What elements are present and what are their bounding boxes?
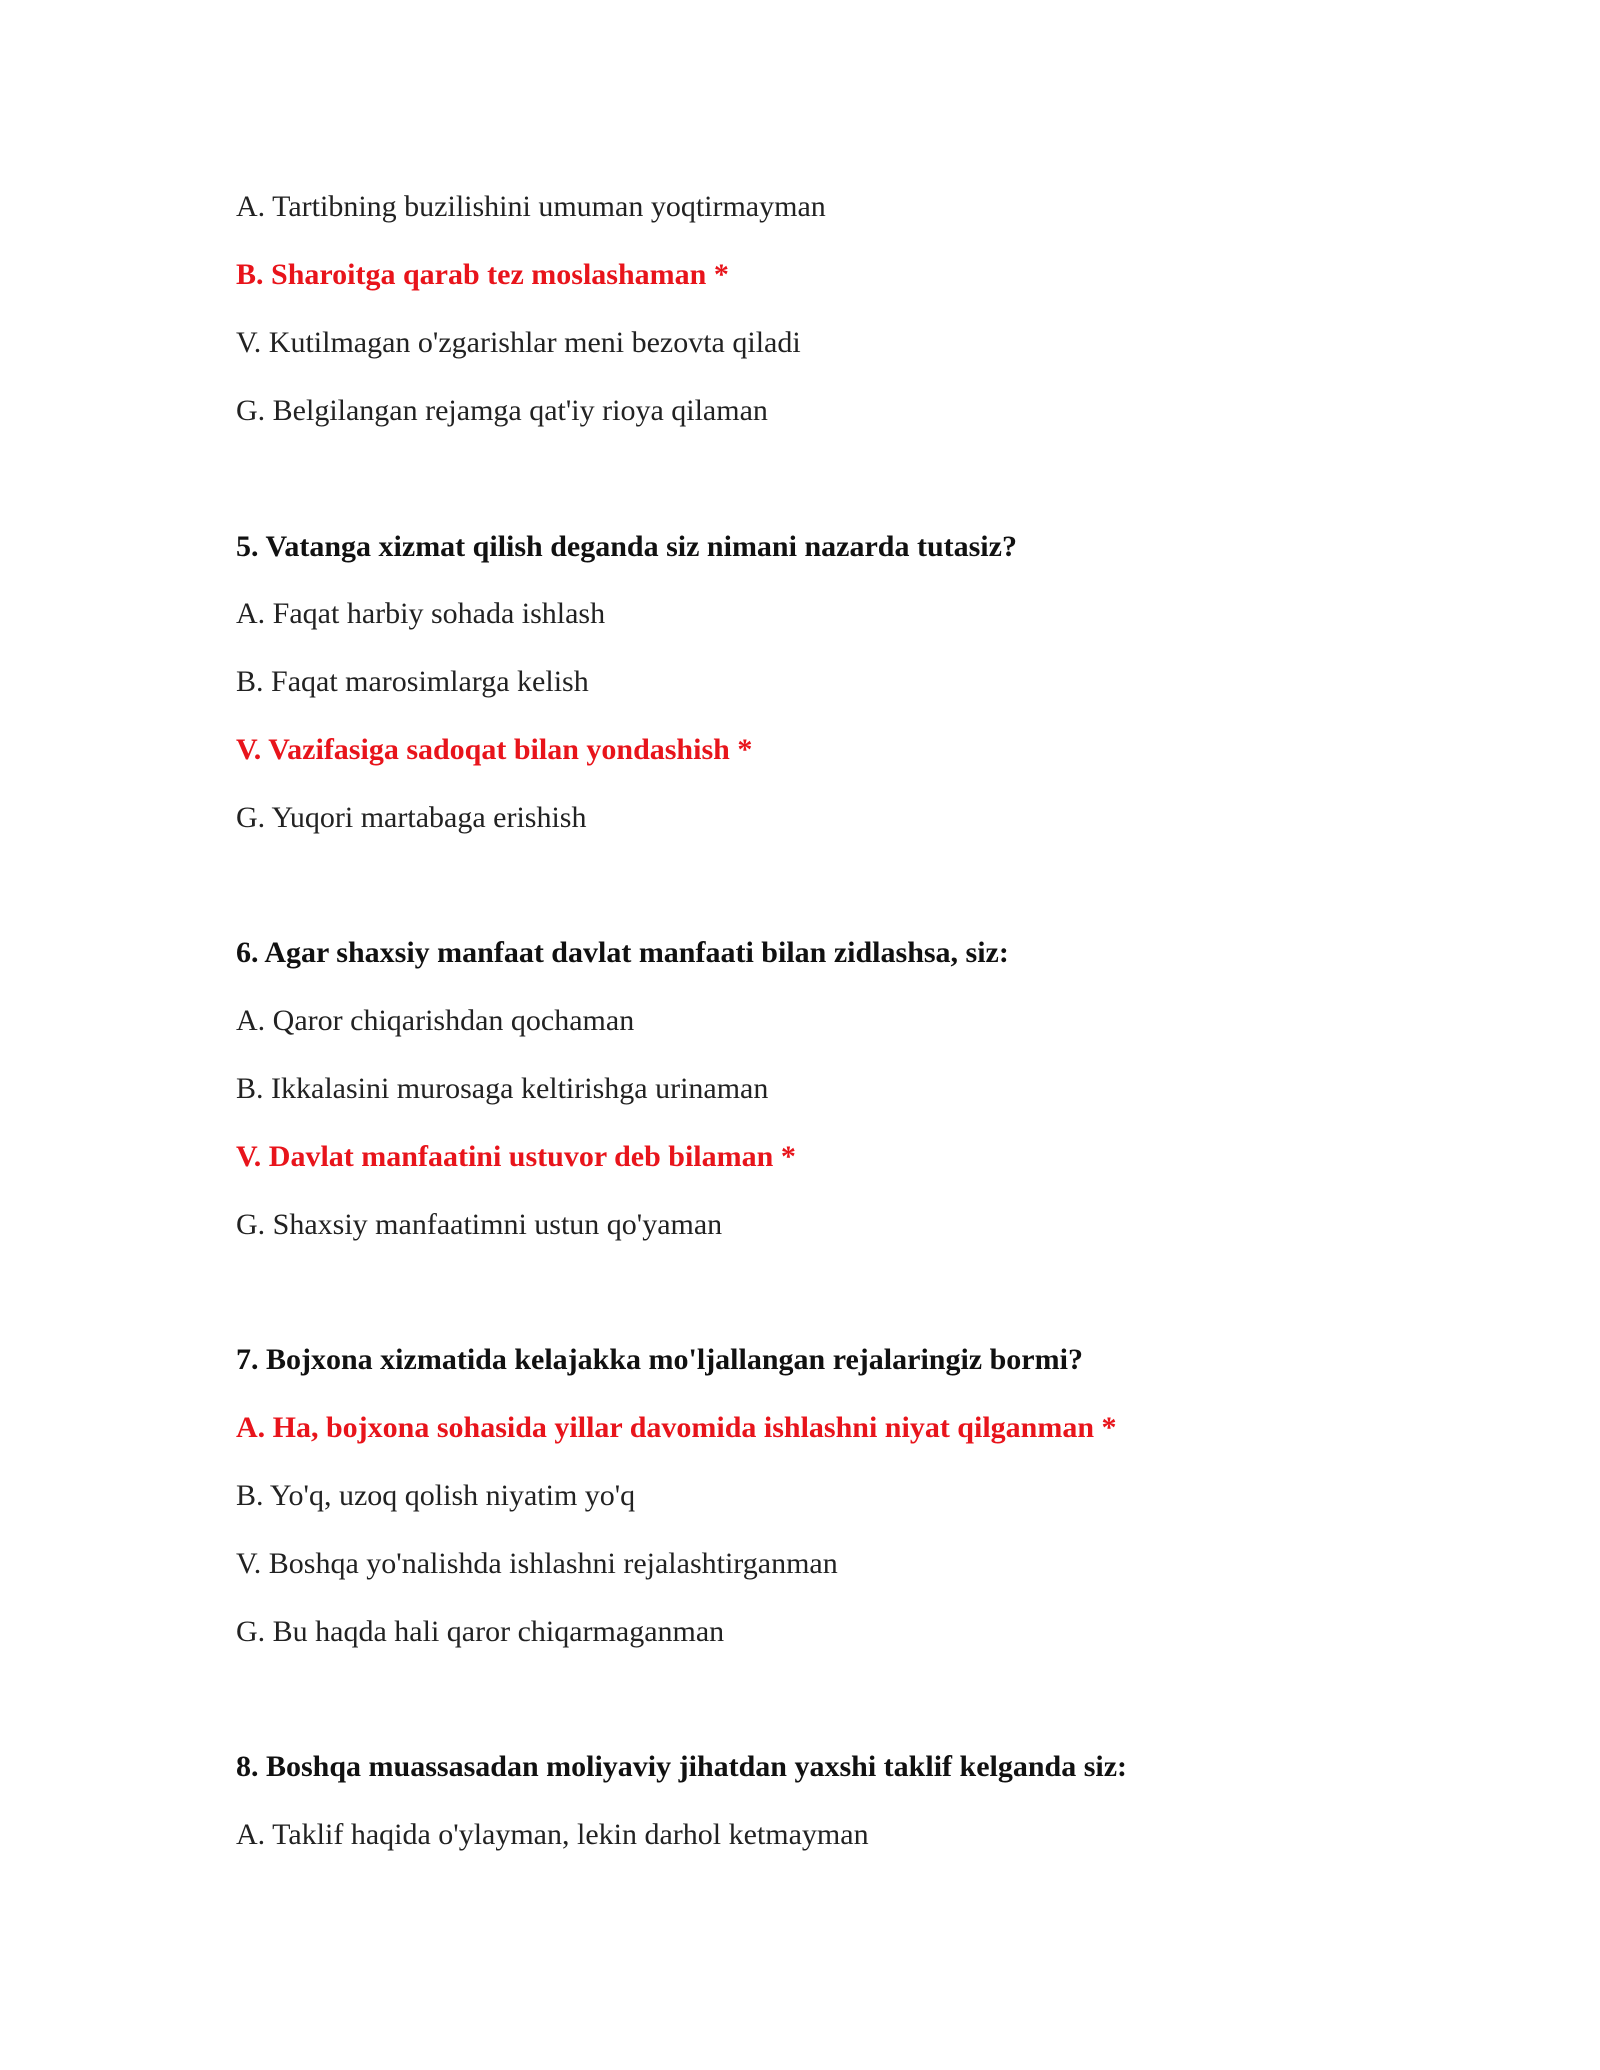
- q6-option-a: A. Qaror chiqarishdan qochaman: [236, 1004, 635, 1037]
- q4-option-b-correct: B. Sharoitga qarab tez moslashaman *: [236, 258, 729, 291]
- q8-option-a: A. Taklif haqida o'ylayman, lekin darhol ketmayman: [236, 1818, 869, 1851]
- q5-option-a: A. Faqat harbiy sohada ishlash: [236, 597, 606, 630]
- q5-option-g: G. Yuqori martabaga erishish: [236, 801, 587, 834]
- q7-question: 7. Bojxona xizmatida kelajakka mo'ljallangan rejalaringiz bormi?: [236, 1343, 1083, 1376]
- q6-option-v-correct: V. Davlat manfaatini ustuvor deb bilaman *: [236, 1140, 796, 1173]
- q7-option-a-correct: A. Ha, bojxona sohasida yillar davomida ishlashni niyat qilganman *: [236, 1411, 1117, 1444]
- q7-option-v: V. Boshqa yo'nalishda ishlashni rejalashtirganman: [236, 1547, 838, 1580]
- q5-option-v-correct: V. Vazifasiga sadoqat bilan yondashish *: [236, 733, 753, 766]
- q5-question: 5. Vatanga xizmat qilish deganda siz nimani nazarda tutasiz?: [236, 530, 1017, 563]
- q6-option-b: B. Ikkalasini murosaga keltirishga urinaman: [236, 1072, 769, 1105]
- q4-option-a: A. Tartibning buzilishini umuman yoqtirmayman: [236, 190, 826, 223]
- q7-option-g: G. Bu haqda hali qaror chiqarmaganman: [236, 1615, 725, 1648]
- q4-option-v: V. Kutilmagan o'zgarishlar meni bezovta qiladi: [236, 326, 801, 359]
- q4-option-g: G. Belgilangan rejamga qat'iy rioya qilaman: [236, 394, 768, 427]
- q7-option-b: B. Yo'q, uzoq qolish niyatim yo'q: [236, 1479, 636, 1512]
- q6-option-g: G. Shaxsiy manfaatimni ustun qo'yaman: [236, 1208, 723, 1241]
- q8-question: 8. Boshqa muassasadan moliyaviy jihatdan yaxshi taklif kelganda siz:: [236, 1750, 1128, 1783]
- q5-option-b: B. Faqat marosimlarga kelish: [236, 665, 589, 698]
- q6-question: 6. Agar shaxsiy manfaat davlat manfaati bilan zidlashsa, siz:: [236, 936, 1009, 969]
